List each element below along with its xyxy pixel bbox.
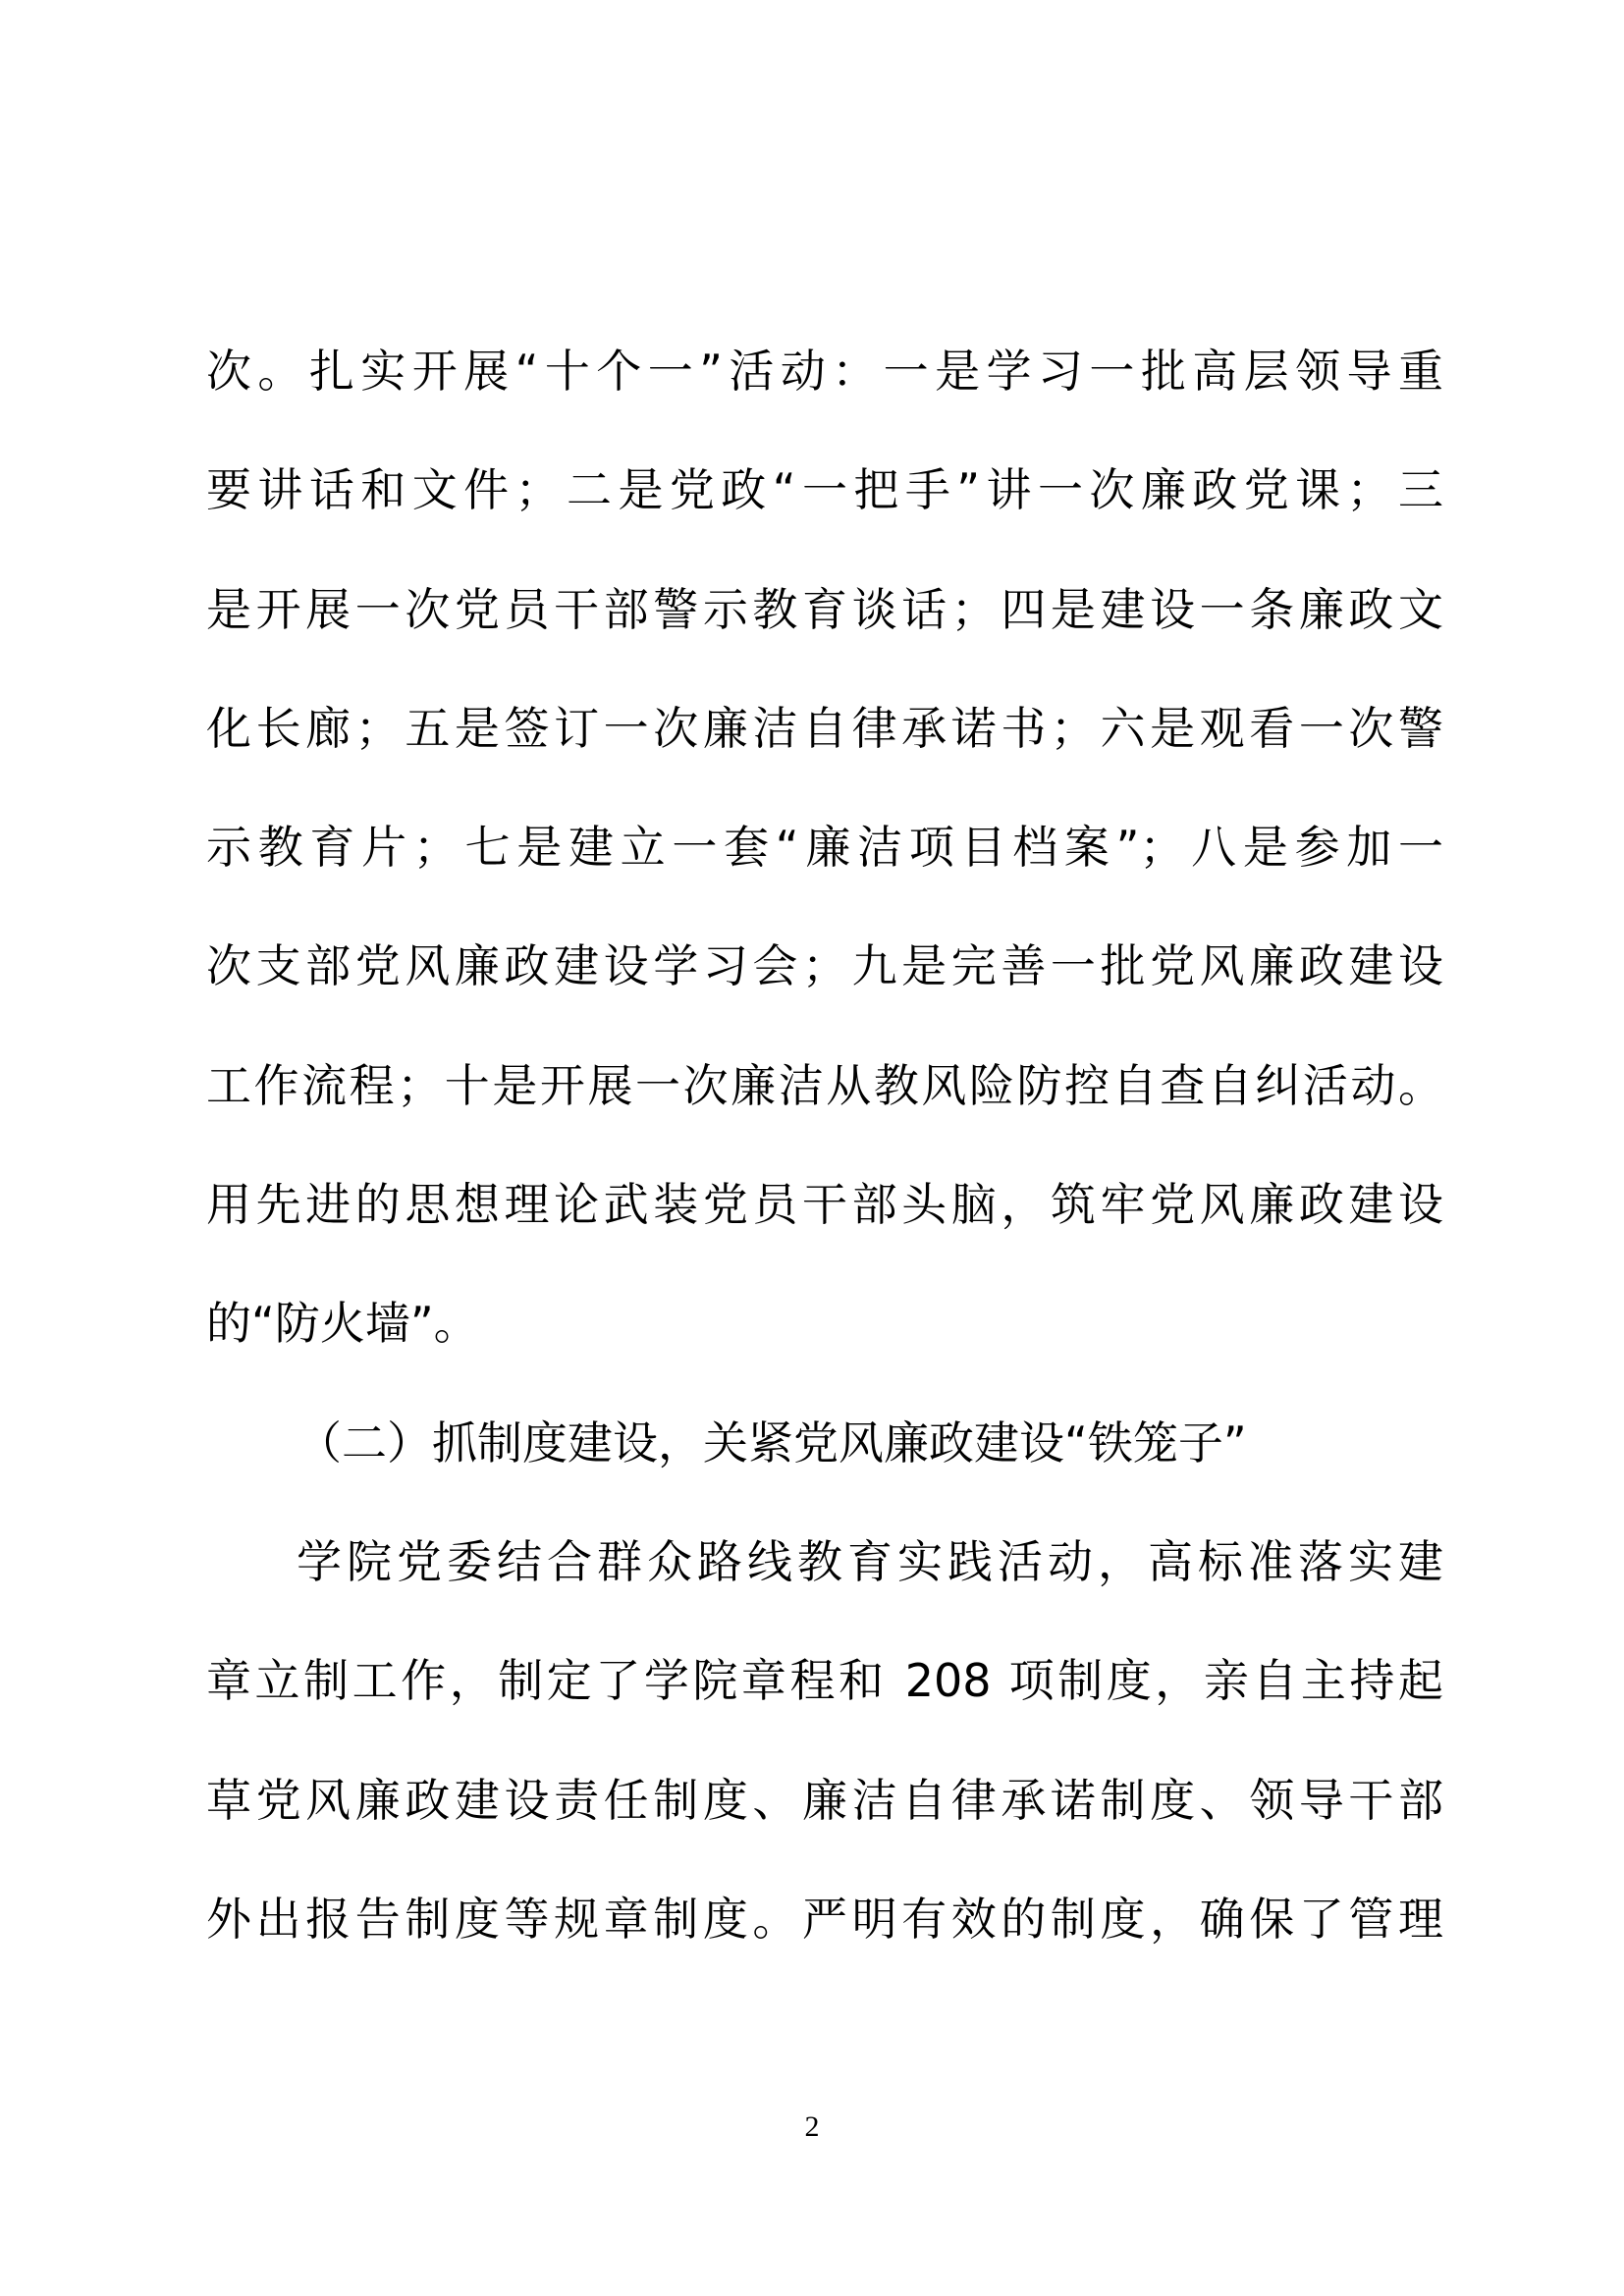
text-line: 草党风廉政建设责任制度、廉洁自律承诺制度、领导干部 <box>206 1773 1443 1827</box>
document-body <box>206 312 1443 1979</box>
text-line: 工作流程；十是开展一次廉洁从教风险防控自查自纠活动。 <box>206 1058 1443 1112</box>
text-line: 化长廊；五是签订一次廉洁自律承诺书；六是观看一次警 <box>206 701 1443 755</box>
text-line: 次。扎实开展“十个一”活动：一是学习一批高层领导重 <box>206 345 1443 398</box>
text-line: 外出报告制度等规章制度。严明有效的制度，确保了管理 <box>206 1892 1443 1946</box>
text-line: 次支部党风廉政建设学习会；九是完善一批党风廉政建设 <box>206 939 1443 993</box>
text-line: 的“防火墙”。 <box>206 1297 479 1351</box>
paragraph-system-building <box>206 1503 1443 1979</box>
text-line: 章立制工作，制定了学院章程和 208 项制度，亲自主持起 <box>206 1654 1443 1708</box>
section-heading-2 <box>206 1384 1443 1503</box>
text-line: 示教育片；七是建立一套“廉洁项目档案”；八是参加一 <box>206 821 1443 875</box>
text-line: 学院党委结合群众路线教育实践活动，高标准落实建 <box>297 1534 1443 1588</box>
text-line: 是开展一次党员干部警示教育谈话；四是建设一条廉政文 <box>206 582 1443 636</box>
paragraph-ten-activities <box>206 312 1443 1384</box>
text-line: 要讲话和文件；二是党政“一把手”讲一次廉政党课；三 <box>206 463 1443 517</box>
heading-text: （二）抓制度建设，关紧党风廉政建设“铁笼子” <box>297 1415 1247 1469</box>
page-number: 2 <box>804 2110 820 2143</box>
text-line: 用先进的思想理论武装党员干部头脑，筑牢党风廉政建设 <box>206 1178 1443 1232</box>
